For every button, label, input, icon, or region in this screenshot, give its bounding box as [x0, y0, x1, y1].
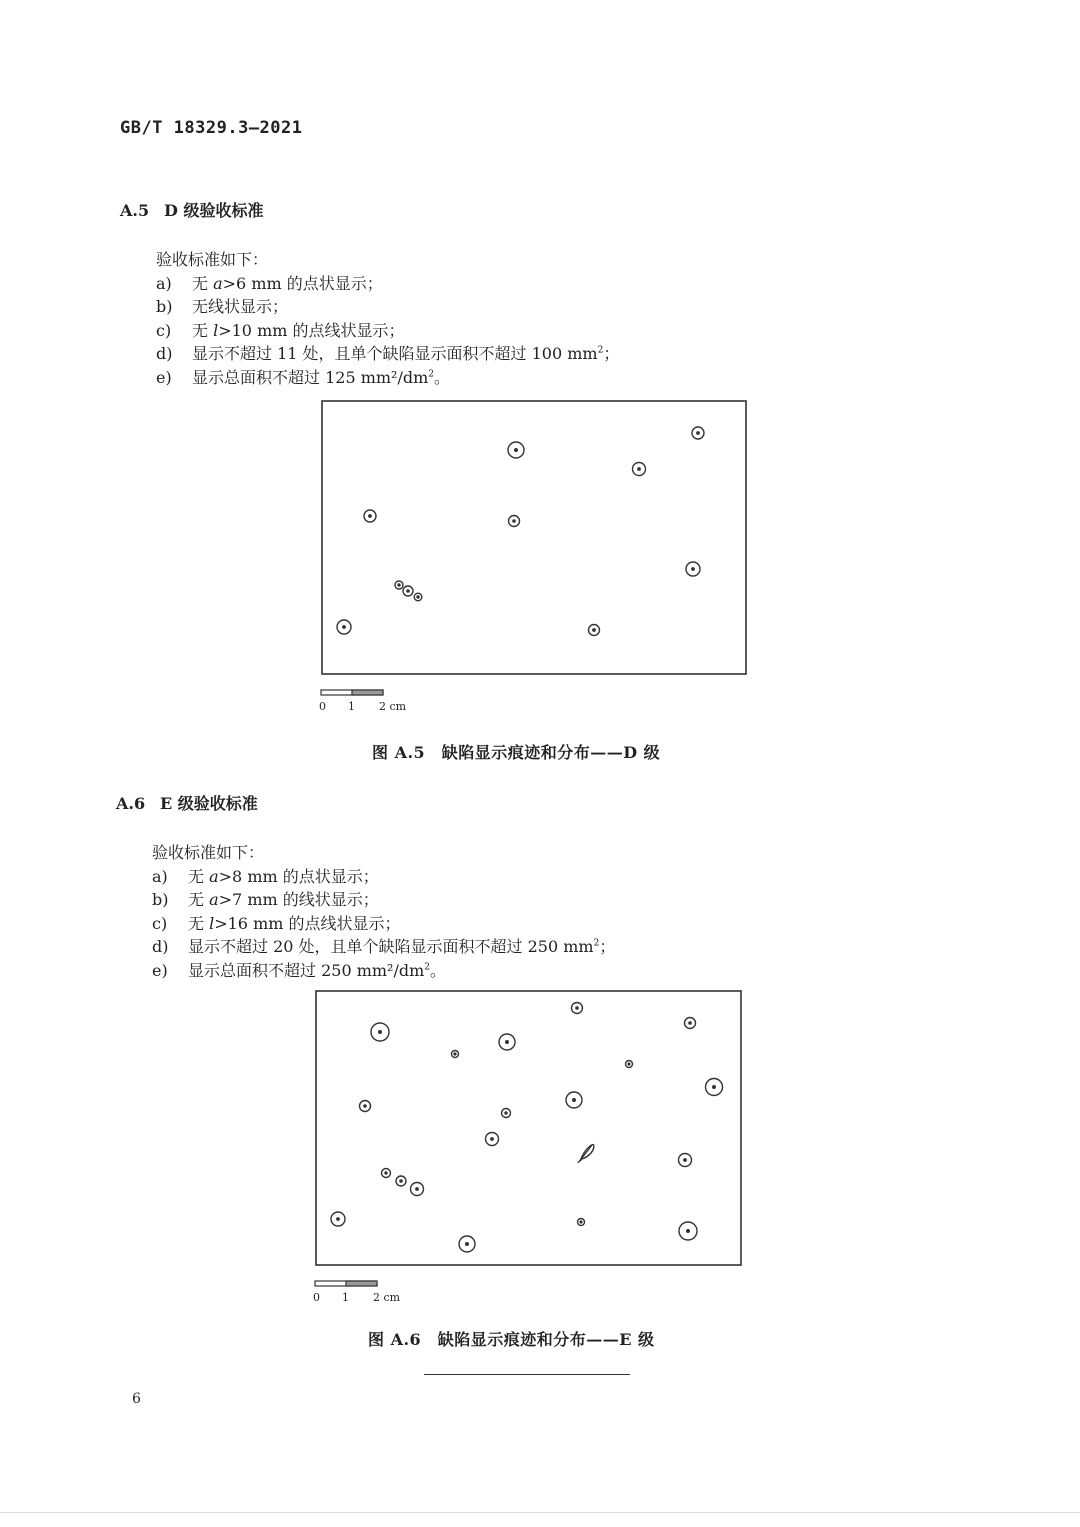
defect-indication: [572, 1003, 583, 1014]
defect-indication: [360, 1101, 371, 1112]
list-item: c) 无 l>10 mm 的点线状显示；: [156, 320, 405, 340]
defect-indication: [633, 463, 646, 476]
defect-indication: [331, 1212, 345, 1226]
defect-indication: [414, 593, 422, 601]
figure-caption-a5: 图 A.5 缺陷显示痕迹和分布——D 级: [372, 743, 661, 762]
scale-bar: [320, 689, 386, 697]
defect-indication: [509, 516, 520, 527]
section-heading-a5: [120, 198, 263, 221]
section-title: D 级验收标准: [164, 201, 264, 220]
defect-indication: [337, 620, 351, 634]
list-item: d) 显示不超过 20 处，且单个缺陷显示面积不超过 250 $mm^2$；: [152, 937, 616, 956]
list-item: d) 显示不超过 11 处，且单个缺陷显示面积不超过 100 $mm^2$；: [156, 344, 620, 363]
scale-label-1: 1: [342, 1291, 349, 1304]
criteria-list-a5: [156, 248, 619, 389]
scale-label-0: 0: [319, 700, 326, 713]
defect-indication: [589, 625, 600, 636]
criteria-intro: 验收标准如下：: [156, 250, 269, 269]
scale-bar: [314, 1280, 380, 1288]
defect-indication: [411, 1183, 424, 1196]
section-heading-a6: [116, 791, 258, 814]
end-rule: [424, 1374, 630, 1375]
defect-indication: [685, 1018, 696, 1029]
defect-indications: [331, 1003, 723, 1253]
list-item: a) 无 a>8 mm 的点状显示；: [152, 866, 379, 886]
defect-indication: [499, 1034, 515, 1050]
defect-figure-d: [322, 401, 746, 675]
defect-indication: [395, 581, 403, 589]
defect-indication: [396, 1176, 406, 1186]
defect-indication: [679, 1222, 697, 1240]
scale-label-1: 1: [348, 700, 355, 713]
standard-number: GB/T 18329.3—2021: [120, 118, 303, 138]
scale-label-2: 2 cm: [373, 1291, 401, 1304]
defect-indication: [566, 1092, 582, 1108]
defect-indication: [679, 1154, 692, 1167]
scale-label-2: 2 cm: [379, 700, 407, 713]
list-item: b) 无线状显示；: [156, 297, 289, 316]
list-item: c) 无 l>16 mm 的点线状显示；: [152, 913, 401, 933]
defect-indication: [486, 1133, 499, 1146]
defect-indication: [502, 1109, 511, 1118]
list-item: e) 显示总面积不超过 125 mm²/$dm^2$。: [156, 367, 451, 387]
defect-indication: [508, 442, 524, 458]
defect-indication: [706, 1079, 723, 1096]
defect-indication: [626, 1061, 633, 1068]
defect-indication: [403, 586, 413, 596]
criteria-intro: 验收标准如下：: [152, 843, 265, 862]
list-item: b) 无 a>7 mm 的线状显示；: [152, 890, 379, 909]
defect-figure-e: [316, 991, 742, 1266]
defect-indications: [337, 427, 704, 636]
scale-label-0: 0: [313, 1291, 320, 1304]
criteria-list-a6: [152, 841, 615, 982]
defect-indication: [382, 1169, 391, 1178]
section-number: A.6: [116, 794, 146, 813]
defect-indication: [452, 1051, 459, 1058]
defect-indication: [686, 562, 700, 576]
figure-frame: [322, 401, 746, 674]
section-title: E 级验收标准: [160, 794, 258, 813]
defect-indication: [578, 1219, 585, 1226]
defect-indication: [692, 427, 704, 439]
defect-indication: [459, 1236, 475, 1252]
page-bottom-edge: [0, 1512, 1080, 1513]
list-item: a) 无 a>6 mm 的点状显示；: [156, 273, 383, 293]
defect-indication: [364, 510, 376, 522]
page-number: 6: [132, 1391, 141, 1407]
list-item: e) 显示总面积不超过 250 mm²/$dm^2$。: [152, 960, 447, 980]
defect-indication-linear: [578, 1145, 594, 1163]
defect-indication: [371, 1023, 389, 1041]
figure-caption-a6: 图 A.6 缺陷显示痕迹和分布——E 级: [368, 1330, 655, 1349]
section-number: A.5: [120, 201, 150, 220]
